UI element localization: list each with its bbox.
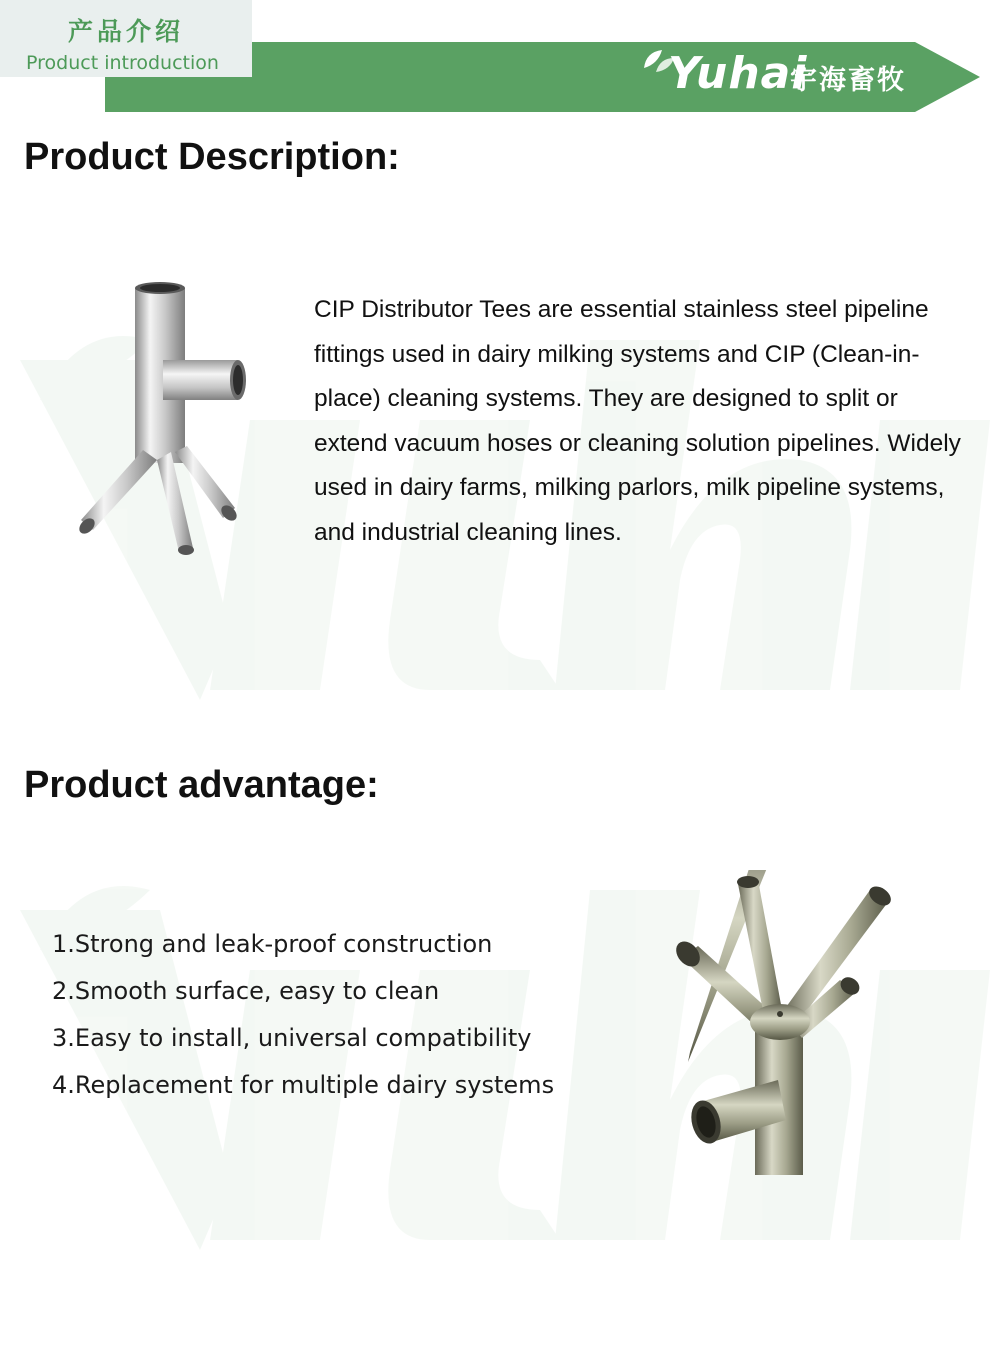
advantage-item: 4.Replacement for multiple dairy systems [52, 1071, 555, 1099]
header-tab-english-title: Product introduction [26, 52, 219, 74]
advantage-list [52, 921, 554, 1109]
cip-distributor-tee-image [75, 280, 255, 565]
description-text: CIP Distributor Tees are essential stainless steel pipeline fittings used in dairy milking systems and CIP (Clean-in-place) cleaning systems. They are designed to split or extend vacuum hoses or cleaning solution pipelines. Widely used in dairy farms, milking parlors, milk pipeline systems, and industrial cleaning lines. [314, 296, 961, 546]
advantage-item: 1.Strong and leak-proof construction [52, 930, 493, 958]
advantage-item: 2.Smooth surface, easy to clean [52, 977, 440, 1005]
brand-logo [640, 42, 930, 108]
header-tab-chinese-title: 产品介绍 [67, 17, 184, 46]
logo-latin-text: Yuhai [668, 48, 808, 99]
header-tab [0, 0, 252, 77]
cip-distributor-multiway-image [660, 870, 920, 1210]
advantage-item: 3.Easy to install, universal compatibility [52, 1024, 532, 1052]
advantage-title: Product advantage: [24, 764, 379, 806]
description-title: Product Description: [24, 136, 400, 178]
logo-chinese-text: 宇海畜牧 [790, 65, 906, 96]
